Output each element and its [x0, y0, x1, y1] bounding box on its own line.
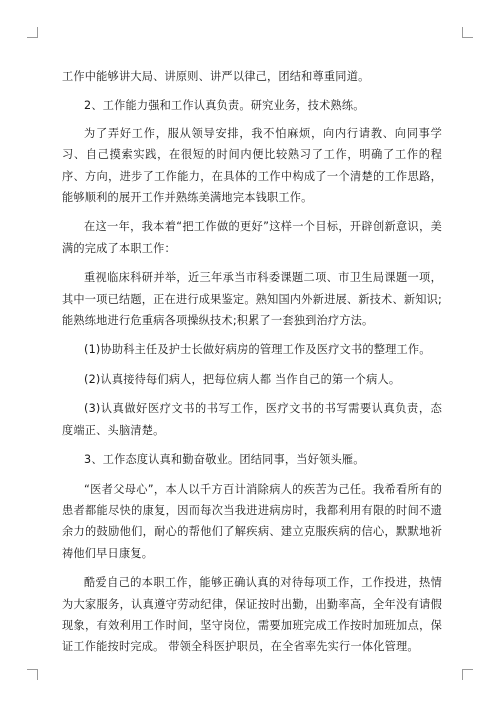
- paragraph-item-2: (2)认真接待每们病人，把每位病人都 当作自己的第一个病人。: [84, 372, 401, 386]
- paragraph-item-3: (3)认真做好医疗文书的书写工作，医疗文书的书写需要认真负责，态度端正、头脑清楚。: [62, 402, 442, 437]
- paragraph-dedication: 酷爱自己的本职工作，能够正确认真的对待每项工作，工作投进，热情为大家服务，认真遵守劳动纪律，保证按时出勤，出勤率高，全年没有请假现象，有效利用工作时间，坚守岗位，需要加班完成工作按时加班加点，保证工作能按时完成。 带领全科医护职员，在全省率先实行一体化管理。: [62, 576, 442, 654]
- paragraph-item-1: (1)协助科主任及护士长做好病房的管理工作及医疗文书的整理工作。: [84, 343, 431, 357]
- paragraph-heading-attitude: 3、工作态度认真和勤奋敬业。团结同事，当好领头雁。: [84, 453, 365, 467]
- paragraph-year-summary: 在这一年，我本着“把工作做的更好”这样一个目标，开辟创新意识，美满的完成了本职工作：: [62, 220, 442, 255]
- crop-mark-bottom-left: [27, 669, 38, 680]
- document-body: [62, 66, 442, 658]
- paragraph-heading-ability: 2、工作能力强和工作认真负责。研究业务，技术熟练。: [84, 99, 365, 113]
- crop-mark-bottom-right: [462, 669, 473, 680]
- paragraph-teamwork-continuation: 工作中能够讲大局、讲原则、讲严以律己，团结和尊重同道。: [62, 70, 370, 83]
- crop-mark-top-right: [462, 27, 473, 38]
- paragraph-research: 重视临床科研并举，近三年承当市科委课题二项、市卫生局课题一项，其中一项已结题，正在进行成果鉴定。熟知国内外新进展、新技术、新知识;能熟练地进行危重病各项操纵技术;积累了一套独到治疗方法。: [62, 271, 442, 328]
- paragraph-patients: “医者父母心”，本人以千方百计消除病人的疾苦为己任。我希看所有的患者都能尽快的康复，因而每次当我进进病房时，我都利用有限的时间不遗余力的鼓励他们，耐心的帮他们了解疾病、建立克服疾病的信心，默默地祈祷他们早日康复。: [62, 482, 442, 560]
- paragraph-ability-detail: 为了弄好工作，服从领导安排，我不怕麻烦，向内行请教、向同事学习、自己摸索实践，在很短的时间内便比较熟习了工作，明确了工作的程序、方向，进步了工作能力，在具体的工作中构成了一个清楚的工作思路，能够顺利的展开工作并熟练美满地完本钱职工作。: [62, 126, 442, 205]
- crop-mark-top-left: [27, 27, 38, 38]
